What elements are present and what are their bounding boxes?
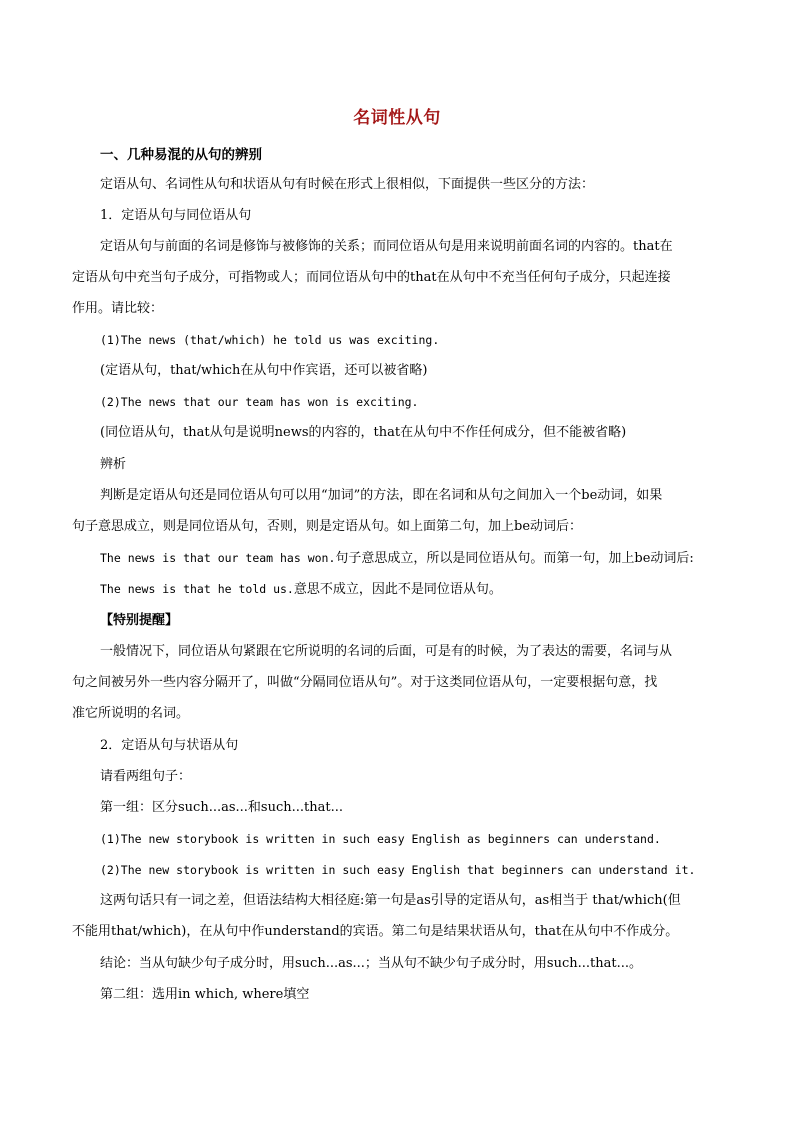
paragraph-line: 定语从句中充当句子成分，可指物或人；而同位语从句中的that在从句中不充当任何句子成分，只起连接 — [72, 270, 671, 285]
test-sentence-line — [100, 548, 694, 569]
example-sentence: (1)The news (that/which) he told us was exciting. — [100, 333, 440, 347]
paragraph-line: 一般情况下，同位语从句紧跟在它所说明的名词的后面，可是有的时候，为了表达的需要，名词与从 — [100, 644, 673, 659]
test-sentence-comment: 意思不成立，因此不是同位语从句。 — [293, 582, 502, 597]
paragraph-line: 句之间被另外一些内容分隔开了，叫做“分隔同位语从句”。对于这类同位语从句，一定要根据句意，找 — [72, 675, 658, 690]
test-sentence-line — [100, 579, 502, 600]
subsection-heading-1: 1．定语从句与同位语从句 — [100, 208, 252, 223]
example-note: (同位语从句，that从句是说明news的内容的，that在从句中不作任何成分，但不能被省略) — [100, 425, 627, 440]
paragraph-line: 定语从句与前面的名词是修饰与被修饰的关系；而同位语从句是用来说明前面名词的内容的。that在 — [100, 239, 673, 254]
prompt-text: 请看两组句子： — [100, 769, 192, 784]
example-sentence: (1)The new storybook is written in such easy English as beginners can understand. — [100, 832, 661, 846]
group-label: 第一组：区分such...as...和such...that... — [100, 800, 343, 815]
test-sentence-comment: 句子意思成立，所以是同位语从句。而第一句，加上be动词后: — [335, 551, 694, 566]
page-title: 名词性从句 — [353, 108, 441, 128]
example-sentence: (2)The news that our team has won is exciting. — [100, 395, 419, 409]
paragraph-line: 作用。请比较： — [72, 301, 164, 316]
paragraph-line: 准它所说明的名词。 — [72, 706, 190, 721]
example-sentence: (2)The new storybook is written in such easy English that beginners can understand it. — [100, 863, 696, 877]
test-sentence-english: The news is that he told us. — [100, 582, 294, 596]
reminder-label: 【特别提醒】 — [100, 613, 179, 628]
paragraph-line: 这两句话只有一词之差，但语法结构大相径庭:第一句是as引导的定语从句，as相当于 that/which(但 — [100, 893, 681, 908]
section-heading: 一、几种易混的从句的辨别 — [100, 147, 262, 163]
test-sentence-english: The news is that our team has won. — [100, 551, 336, 565]
example-note: (定语从句，that/which在从句中作宾语，还可以被省略) — [100, 363, 428, 378]
intro-text: 定语从句、名词性从句和状语从句有时候在形式上很相似，下面提供一些区分的方法： — [100, 177, 595, 192]
conclusion-text: 结论：当从句缺少句子成分时，用such...as...；当从句不缺少句子成分时，用such...that...。 — [100, 956, 642, 971]
paragraph-line: 判断是定语从句还是同位语从句可以用“加词”的方法，即在名词和从句之间加入一个be动词，如果 — [100, 488, 663, 503]
subsection-heading-2: 2．定语从句与状语从句 — [100, 738, 239, 753]
group-label: 第二组：选用in which, where填空 — [100, 987, 310, 1002]
paragraph-line: 句子意思成立，则是同位语从句，否则，则是定语从句。如上面第二句，加上be动词后： — [72, 519, 583, 534]
analysis-label: 辨析 — [100, 457, 127, 472]
paragraph-line: 不能用that/which)，在从句中作understand的宾语。第二句是结果状语从句，that在从句中不作成分。 — [72, 924, 679, 939]
